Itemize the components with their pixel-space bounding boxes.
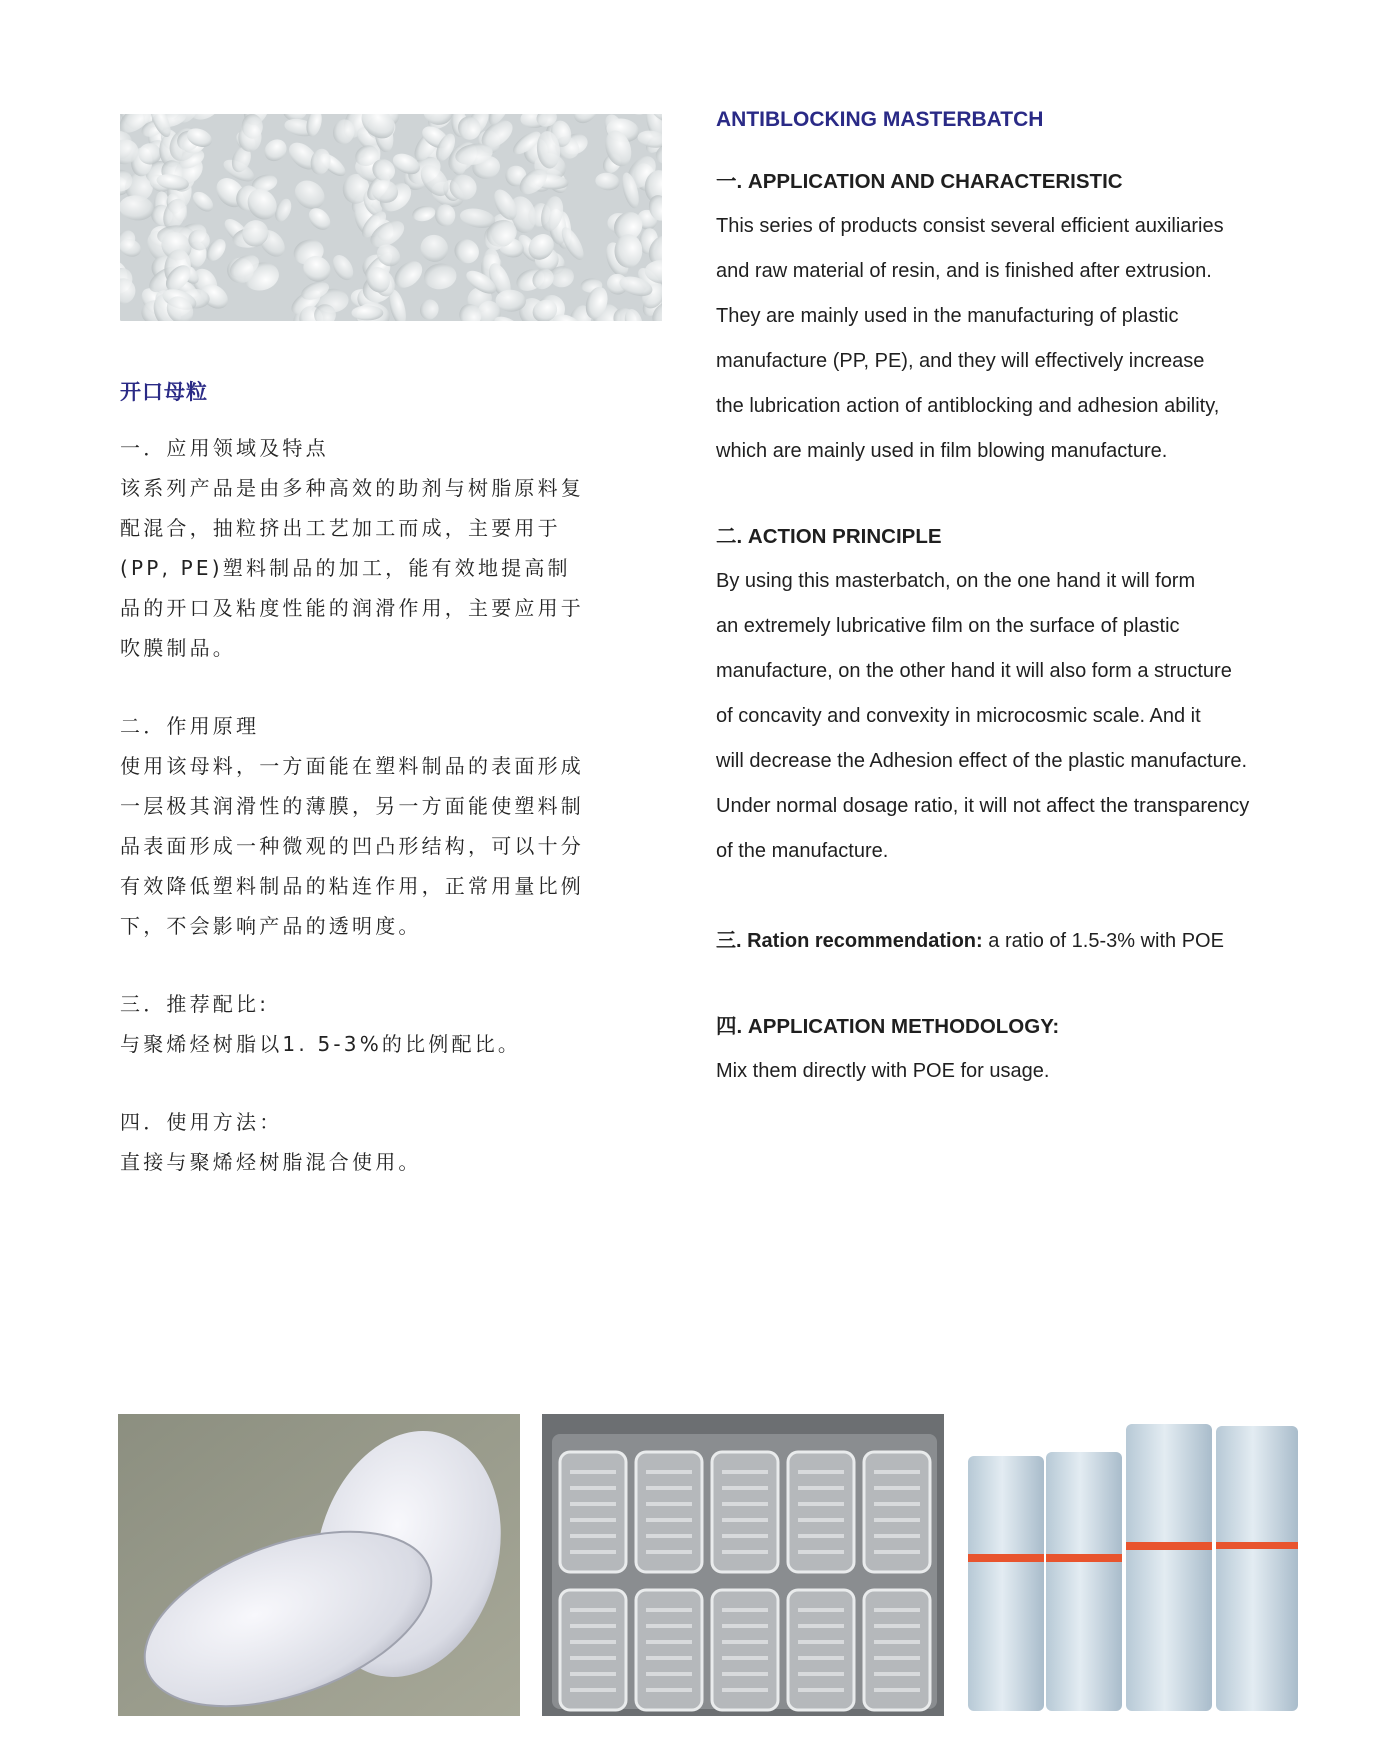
cn-s3-line: 与聚烯烃树脂以1. 5-3%的比例配比。 (120, 1032, 522, 1056)
cn-s3-heading: 三．推荐配比: (120, 992, 270, 1016)
cn-s2-line: 使用该母料，一方面能在塑料制品的表面形成 (120, 754, 584, 778)
en-title: ANTIBLOCKING MASTERBATCH (716, 108, 1044, 131)
cn-s2-line: 品表面形成一种微观的凹凸形结构，可以十分 (120, 834, 584, 858)
film-rolls-image (966, 1414, 1306, 1716)
english-column (716, 108, 1316, 1094)
toilet-seat-image (118, 1414, 520, 1716)
cn-s2-heading: 二．作用原理 (120, 714, 260, 738)
en-s2-line: Under normal dosage ratio, it will not affect the transparency (716, 795, 1250, 817)
en-s2-line: of concavity and convexity in microcosmic scale. And it (716, 705, 1201, 727)
en-s1-line: the lubrication action of antiblocking and adhesion ability, (716, 395, 1220, 417)
en-s3-text: a ratio of 1.5-3% with POE (982, 930, 1224, 952)
food-trays-photo (542, 1414, 944, 1716)
en-s2-line: By using this masterbatch, on the one hand it will form (716, 570, 1196, 592)
cn-s2-line: 下，不会影响产品的透明度。 (120, 914, 422, 938)
en-s2-line: an extremely lubricative film on the surface of plastic (716, 615, 1180, 637)
cn-s4-line: 直接与聚烯烃树脂混合使用。 (120, 1150, 422, 1174)
en-s2-line: manufacture, on the other hand it will also form a structure (716, 660, 1232, 682)
en-s2-heading: 二. ACTION PRINCIPLE (716, 525, 942, 548)
en-s4-line: Mix them directly with POE for usage. (716, 1060, 1050, 1082)
film-rolls-photo (966, 1414, 1306, 1716)
en-s1-line: which are mainly used in film blowing manufacture. (716, 440, 1168, 462)
en-s2-line: of the manufacture. (716, 840, 889, 862)
en-s1-heading: 一. APPLICATION AND CHARACTERISTIC (716, 170, 1123, 193)
en-s1-line: They are mainly used in the manufacturing of plastic (716, 305, 1179, 327)
en-s3-label: 三. Ration recommendation: (716, 930, 983, 952)
cn-s1-line: (PP, PE)塑料制品的加工，能有效地提高制 (120, 556, 571, 580)
en-s3-line (716, 919, 1316, 964)
cn-s2-line: 有效降低塑料制品的粘连作用，正常用量比例 (120, 874, 584, 898)
cn-s1-line: 该系列产品是由多种高效的助剂与树脂原料复 (120, 476, 584, 500)
cn-s1-heading: 一．应用领域及特点 (120, 436, 329, 460)
en-s1-line: This series of products consist several efficient auxiliaries (716, 215, 1224, 237)
pellets-image (120, 114, 662, 321)
cn-s2-line: 一层极其润滑性的薄膜，另一方面能使塑料制 (120, 794, 584, 818)
food-trays-image (542, 1414, 944, 1716)
cn-s4-heading: 四．使用方法： (120, 1110, 283, 1134)
toilet-seat-photo (118, 1414, 520, 1716)
cn-s1-line: 品的开口及粘度性能的润滑作用，主要应用于 (120, 596, 584, 620)
cn-s1-line: 吹膜制品。 (120, 636, 236, 660)
en-s1-line: manufacture (PP, PE), and they will effectively increase (716, 350, 1205, 372)
en-s4-heading: 四. APPLICATION METHODOLOGY: (716, 1015, 1060, 1038)
en-s1-line: and raw material of resin, and is finished after extrusion. (716, 260, 1212, 282)
pellets-photo (120, 114, 662, 321)
en-s2-line: will decrease the Adhesion effect of the plastic manufacture. (716, 750, 1248, 772)
chinese-column (120, 376, 620, 1182)
cn-s1-line: 配混合，抽粒挤出工艺加工而成，主要用于 (120, 516, 561, 540)
cn-title: 开口母粒 (120, 380, 208, 404)
